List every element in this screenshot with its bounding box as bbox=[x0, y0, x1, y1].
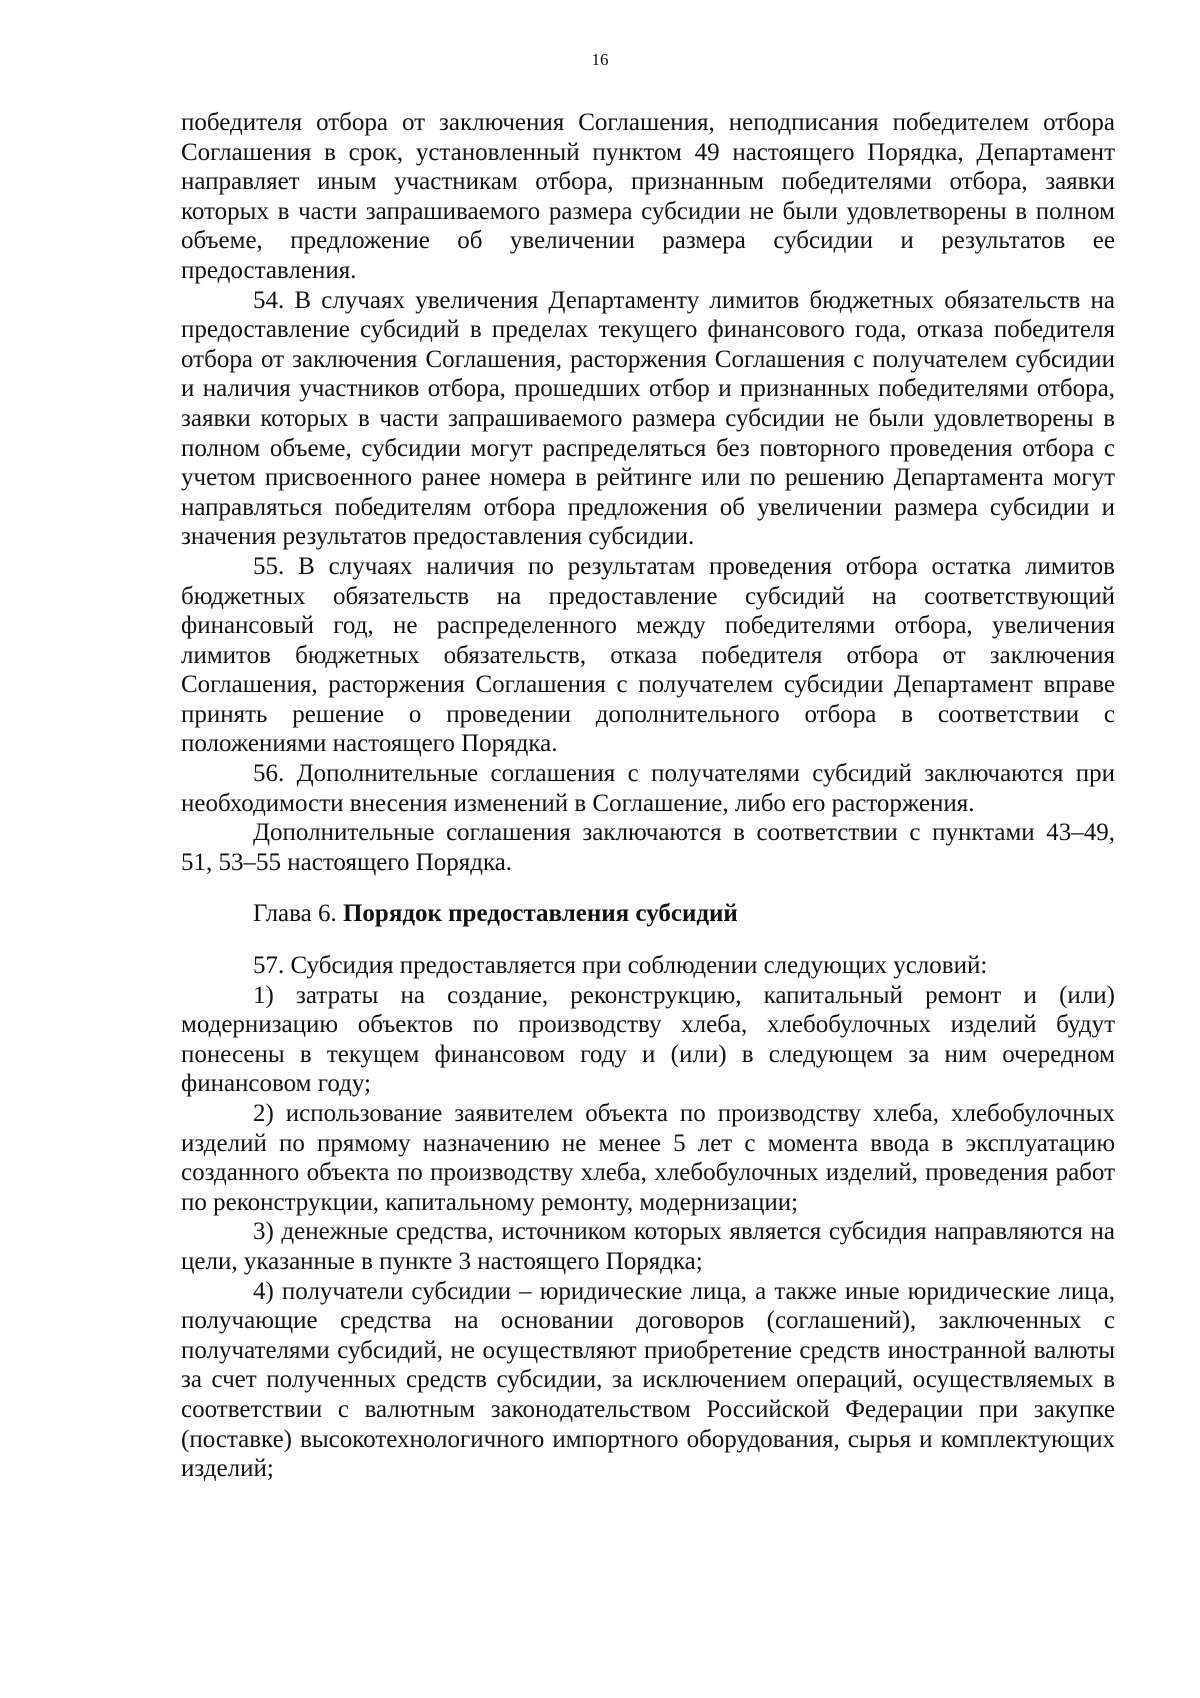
paragraph-57: 57. Субсидия предоставляется при соблюдении следующих условий: bbox=[253, 952, 988, 980]
document-body bbox=[181, 108, 1115, 1484]
paragraph-55: 55. В случаях наличия по результатам проведения отбора остатка лимитов бюджетных обязательств на предоставление субсидий на соответствующий финансовый год, не распределенного между победителями отбора, увеличения лимитов бюджетных обязательств, отказа победителя отбора от заключения Соглашения, расторжения Соглашения с получателем субсидии Департамент вправе принять решение о проведении дополнительного отбора в соответствии с положениями настоящего Порядка. bbox=[181, 552, 1115, 758]
condition-item-1: 1) затраты на создание, реконструкцию, капитальный ремонт и (или) модернизацию объектов по производству хлеба, хлебобулочных изделий будут понесены в текущем финансовом году и (или) в следующем за ним очередном финансовом году; bbox=[181, 981, 1115, 1098]
condition-item-3: 3) денежные средства, источником которых является субсидия направляются на цели, указанные в пункте 3 настоящего Порядка; bbox=[181, 1218, 1115, 1275]
chapter-title: Порядок предоставления субсидий bbox=[342, 900, 738, 928]
paragraph-continuation: победителя отбора от заключения Соглашения, неподписания победителем отбора Соглашения в срок, установленный пунктом 49 настоящего Порядка, Департамент направляет иным участникам отбора, признанным победителями отбора, заявки которых в части запрашиваемого размера субсидии не были удовлетворены в полном объеме, предложение об увеличении размера субсидии и результатов ее предоставления. bbox=[181, 109, 1115, 284]
condition-item-4: 4) получатели субсидии – юридические лица, а также иные юридические лица, получающие средства на основании договоров (соглашений), заключенных с получателями субсидий, не осуществляют приобретение средств иностранной валюты за счет полученных средств субсидии, за исключением операций, осуществляемых в соответствии с валютным законодательством Российской Федерации при закупке (поставке) высокотехнологичного импортного оборудования, сырья и комплектующих изделий; bbox=[181, 1277, 1115, 1483]
chapter-prefix: Глава 6. bbox=[253, 900, 337, 928]
paragraph-54: 54. В случаях увеличения Департаменту лимитов бюджетных обязательств на предоставление субсидий в пределах текущего финансового года, отказа победителя отбора от заключения Соглашения, расторжения Соглашения с получателем субсидии и наличия участников отбора, прошедших отбор и признанных победителями отбора, заявки которых в части запрашиваемого размера субсидии не были удовлетворены в полном объеме, субсидии могут распределяться без повторного проведения отбора с учетом присвоенного ранее номера в рейтинге или по решению Департамента могут направляться победителям отбора предложения об увеличении размера субсидии и значения результатов предоставления субсидии. bbox=[181, 286, 1115, 551]
condition-item-2: 2) использование заявителем объекта по производству хлеба, хлебобулочных изделий по прямому назначению не менее 5 лет с момента ввода в эксплуатацию созданного объекта по производству хлеба, хлебобулочных изделий, проведения работ по реконструкции, капитальному ремонту, модернизации; bbox=[181, 1100, 1115, 1216]
paragraph-56-extra: Дополнительные соглашения заключаются в соответствии с пунктами 43–49, 51, 53–55 настоящего Порядка. bbox=[181, 819, 1115, 876]
paragraph-56: 56. Дополнительные соглашения с получателями субсидий заключаются при необходимости внесения изменений в Соглашение, либо его расторжения. bbox=[181, 760, 1115, 817]
chapter-heading bbox=[181, 899, 1115, 929]
page-number: 16 bbox=[591, 50, 609, 69]
